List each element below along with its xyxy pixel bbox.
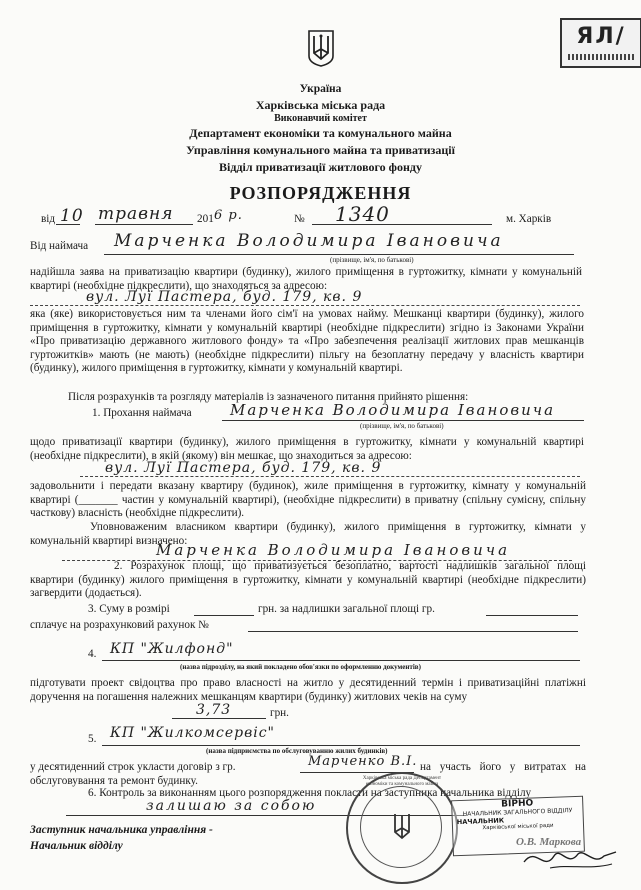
date-prefix: від xyxy=(41,213,56,225)
stamp-label-2: НАЧАЛЬНИК xyxy=(456,816,505,827)
signer-position-1: Заступник начальника управління - xyxy=(30,824,213,836)
official-round-stamp xyxy=(346,772,458,884)
date-year-prefix: 201 xyxy=(197,213,214,225)
signer-name: О.В. Маркова xyxy=(516,836,582,848)
paragraph-owner: Уповноваженим власником квартири (будинку), жилого приміщення в гуртожитку, кімнати у комунальній квартирі визначено: xyxy=(30,521,586,547)
paragraph-usage: яка (яке) використовується ним та членами його сім'ї на умовах найму. Мешканці квартири (будинку), жилого приміщення в гуртожитку, кімнати у комунальній квартирі (необхідне підкреслити) згідно із Законами України «Про приватизацію державного житлового фонду» та «Про забезпечення реалізації житлових прав мешканців гуртожитків» мають (не мають) (необхідне підкреслити) пільгу на безоплатну передачу у власність квартири (будинку), жилого приміщення в гуртожитку, кімнати у комунальній квартирі. xyxy=(30,308,584,375)
paragraph-certificate: підготувати проект свідоцтва про право власності на житло у десятиденний термін і приватизаційні платіжні доручення на погашення належних мешканцям квартири (будинку) житлових чеків на суму xyxy=(30,677,586,703)
document-title: РОЗПОРЯДЖЕННЯ xyxy=(229,183,412,203)
cheque-sum: 3,73 xyxy=(196,702,232,718)
header-committee: Виконавчий комітет xyxy=(274,113,367,124)
cheque-sum-unit: грн. xyxy=(270,707,289,719)
number-prefix: № xyxy=(294,213,305,225)
stamp-center-text: ВІРНО xyxy=(501,798,534,810)
city: м. Харків xyxy=(506,213,552,225)
applicant-name: Марченка Володимира Івановича xyxy=(114,231,504,251)
date-year-suffix: 6 р. xyxy=(214,208,243,223)
item3-part-a: 3. Суму в розмірі xyxy=(88,603,170,615)
item1-name: Марченка Володимира Івановича xyxy=(230,401,556,419)
item4-value: КП "Жилфонд" xyxy=(110,641,234,657)
trident-emblem-icon xyxy=(306,28,336,68)
item3-part-b: грн. за надлишки загальної площі гр. xyxy=(258,603,435,615)
certification-stamp xyxy=(451,796,585,857)
item1-caption: (прізвище, ім'я, по батькові) xyxy=(360,422,444,430)
date-month: травня xyxy=(98,204,174,224)
address2-handwritten: вул. Луї Пастера, буд. 179, кв. 9 xyxy=(105,460,382,476)
header-department: Департамент економіки та комунального майна xyxy=(189,126,452,140)
item4-label: 4. xyxy=(88,648,97,660)
signer-position-2: Начальник відділу xyxy=(30,840,123,852)
item3-part-c: сплачує на розрахунковий рахунок № xyxy=(30,619,209,631)
item4-caption: (назва підрозділу, на який покладено обов'язки по оформленню документів) xyxy=(180,663,421,671)
paragraph-contract-b: на участь його у витратах на обслуговування та ремонт будинку. xyxy=(30,761,586,787)
corner-stamp xyxy=(560,18,641,68)
item5-label: 5. xyxy=(88,733,97,745)
applicant-label: Від наймача xyxy=(30,240,89,252)
paragraph-decision: Після розрахунків та розгляду матеріалів із зазначеного питання прийнято рішення: xyxy=(68,391,469,403)
stamp-ring-text: Харківська міська рада Департамент економіки та комунального майна xyxy=(362,776,442,787)
header-section: Відділ приватизації житлового фонду xyxy=(219,160,422,174)
item1-label: 1. Прохання наймача xyxy=(92,407,192,419)
applicant-caption: (прізвище, ім'я, по батькові) xyxy=(330,256,414,264)
paragraph-request: щодо приватизації квартири (будинку), жилого приміщення в гуртожитку, кімнати у комунальній квартирі (необхідне підкреслити), в якій (якому) він мешкає, що знаходиться за адресою: xyxy=(30,436,584,462)
corner-stamp-text: ЯЛ/ xyxy=(576,24,626,49)
header-office: Управління комунального майна та приватизації xyxy=(186,143,455,157)
header-council: Харківська міська рада xyxy=(255,98,386,112)
paragraph-application: надійшла заява на приватизацію квартири (будинку), жилого приміщення в гуртожитку, кімнати у комунальній квартирі (необхідне підкреслити), що знаходяться за адресою: xyxy=(30,266,582,292)
stamp-trident-icon xyxy=(389,810,415,844)
order-number: 1340 xyxy=(335,202,390,226)
paragraph-transfer: задовольнити і передати вказану квартиру (будинок), жиле приміщення в гуртожитку, кімнату у комунальній квартирі (_______ частин у комунальній квартирі), (необхідне підкреслити) в приватну (спільну сумісну, спільну часткову) власність (необхідне підкреслити). xyxy=(30,480,586,520)
address-handwritten: вул. Луї Пастера, буд. 179, кв. 9 xyxy=(86,289,363,305)
paragraph-control: 6. Контроль за виконанням цього розпорядження покласти на заступника начальника відділу xyxy=(88,787,532,799)
contract-person: Марченко В.І. xyxy=(308,754,418,769)
date-day: 10 xyxy=(60,206,84,226)
stamp-label-1: НАЧАЛЬНИК ЗАГАЛЬНОГО ВІДДІЛУ xyxy=(462,807,573,818)
control-handwritten: залишаю за собою xyxy=(146,798,317,814)
paragraph-contract-a: у десятиденний строк укласти договір з гр. xyxy=(30,761,236,773)
item5-value: КП "Жилкомсервіс" xyxy=(110,725,275,741)
paragraph-area-calc: 2. Розрахунок площі, що приватизується безоплатно, вартості надлишків загальної площі квартири (будинку) жилого приміщення в гуртожитку, кімнати у комунальній квартирі (необхідне підкреслити) загвердити (додається). xyxy=(30,560,586,600)
header-country: Україна xyxy=(299,83,342,95)
stamp-label-3: Харківської міської ради xyxy=(482,822,554,832)
owner-name: Марченка Володимира Івановича xyxy=(156,541,511,559)
item5-caption: (назва підприємства по обслуговуванню жилих будинків) xyxy=(206,747,388,755)
